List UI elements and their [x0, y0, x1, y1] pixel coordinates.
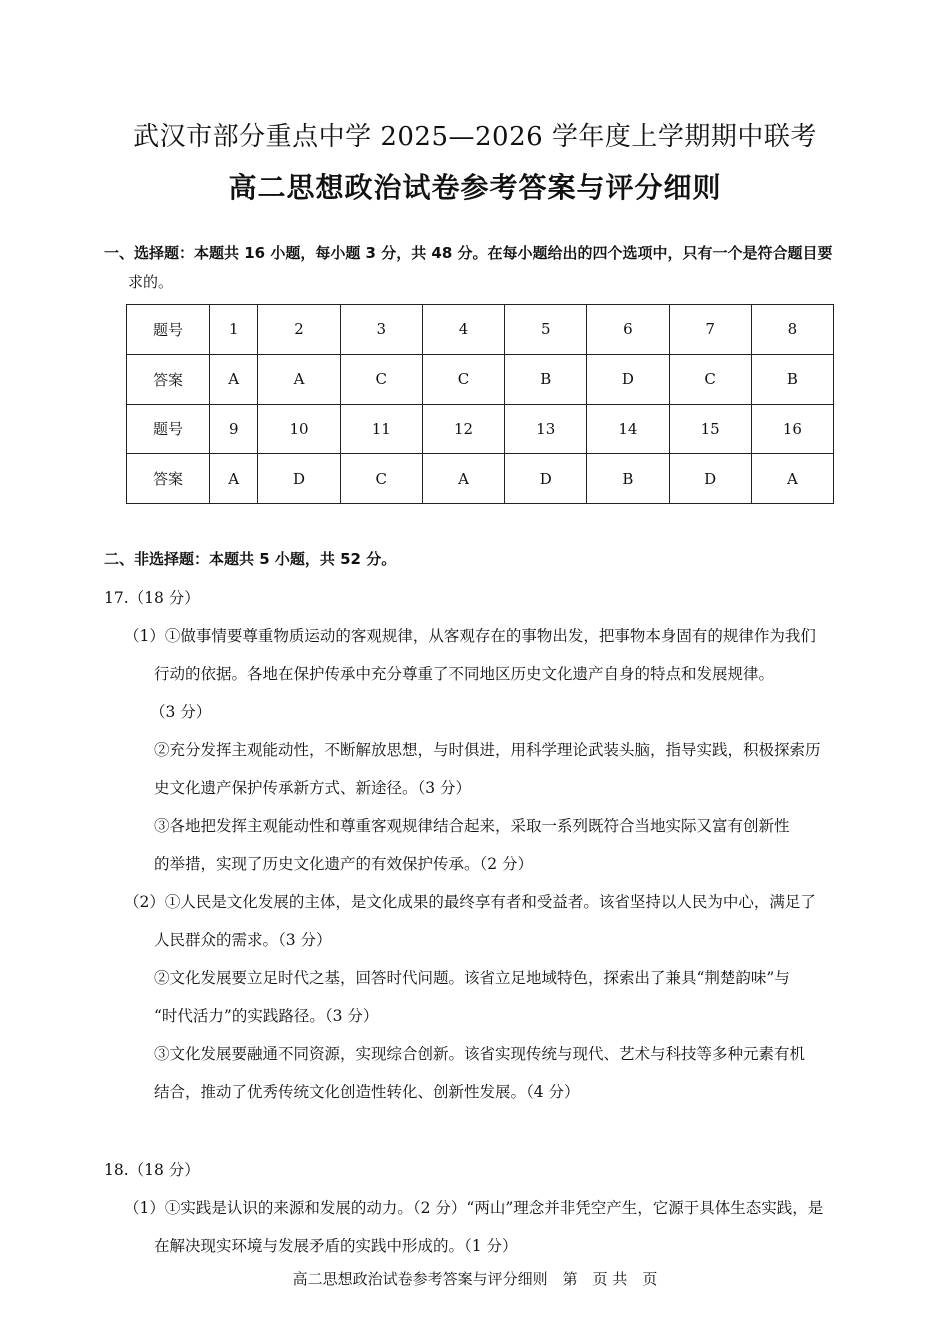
row-label: 答案 — [127, 354, 210, 404]
q18-line: 在解决现实环境与发展矛盾的实践中形成的。（1 分） — [154, 1237, 518, 1255]
table-cell: D — [505, 454, 587, 504]
document-title: 高二思想政治试卷参考答案与评分细则 — [228, 171, 722, 204]
table-cell: A — [258, 354, 340, 404]
table-cell: 1 — [210, 305, 258, 355]
section1-heading-cont: 求的。 — [128, 273, 174, 291]
table-cell: C — [340, 354, 422, 404]
q17-line: 人民群众的需求。（3 分） — [154, 931, 332, 949]
table-cell: 15 — [669, 404, 751, 454]
table-cell: 10 — [258, 404, 340, 454]
table-cell: 5 — [505, 305, 587, 355]
question-18-title: 18.（18 分） — [104, 1161, 200, 1179]
table-cell: 14 — [587, 404, 669, 454]
table-row — [127, 404, 834, 454]
answer-table — [126, 304, 834, 504]
q17-line: 行动的依据。各地在保护传承中充分尊重了不同地区历史文化遗产自身的特点和发展规律。 — [154, 665, 775, 683]
table-row — [127, 354, 834, 404]
page-footer: 高二思想政治试卷参考答案与评分细则 第 页 共 页 — [292, 1270, 658, 1288]
table-cell: 4 — [422, 305, 504, 355]
q17-line: ③各地把发挥主观能动性和尊重客观规律结合起来，采取一系列既符合当地实际又富有创新性 — [154, 817, 790, 835]
table-row — [127, 305, 834, 355]
table-cell: A — [422, 454, 504, 504]
q17-line: （1）①做事情要尊重物质运动的客观规律，从客观存在的事物出发，把事物本身固有的规律作为我们 — [124, 627, 816, 645]
table-cell: A — [210, 354, 258, 404]
table-cell: B — [751, 354, 833, 404]
table-cell: 7 — [669, 305, 751, 355]
table-cell: C — [340, 454, 422, 504]
exam-title: 武汉市部分重点中学 2025—2026 学年度上学期期中联考 — [133, 122, 817, 152]
q17-line: （2）①人民是文化发展的主体，是文化成果的最终享有者和受益者。该省坚持以人民为中心，满足了 — [124, 893, 816, 911]
table-cell: B — [505, 354, 587, 404]
q17-line: 的举措，实现了历史文化遗产的有效保护传承。（2 分） — [154, 855, 534, 873]
row-label: 答案 — [127, 454, 210, 504]
table-cell: 8 — [751, 305, 833, 355]
section1-heading: 一、选择题：本题共 16 小题，每小题 3 分，共 48 分。在每小题给出的四个选项中，只有一个是符合题目要 — [104, 244, 833, 262]
table-cell: C — [669, 354, 751, 404]
q17-line: “时代活力”的实践路径。（3 分） — [154, 1007, 379, 1025]
table-cell: 13 — [505, 404, 587, 454]
table-cell: C — [422, 354, 504, 404]
table-cell: A — [210, 454, 258, 504]
section2-heading: 二、非选择题：本题共 5 小题，共 52 分。 — [104, 550, 397, 568]
table-cell: A — [751, 454, 833, 504]
q17-line: 结合，推动了优秀传统文化创造性转化、创新性发展。（4 分） — [154, 1083, 580, 1101]
q17-line: 史文化遗产保护传承新方式、新途径。（3 分） — [154, 779, 472, 797]
question-17-title: 17.（18 分） — [104, 589, 200, 607]
table-cell: B — [587, 454, 669, 504]
row-label: 题号 — [127, 404, 210, 454]
table-cell: 2 — [258, 305, 340, 355]
table-row — [127, 454, 834, 504]
table-cell: D — [669, 454, 751, 504]
table-cell: D — [587, 354, 669, 404]
table-cell: 16 — [751, 404, 833, 454]
row-label: 题号 — [127, 305, 210, 355]
table-cell: 6 — [587, 305, 669, 355]
q17-line: ③文化发展要融通不同资源，实现综合创新。该省实现传统与现代、艺术与科技等多种元素有机 — [154, 1045, 806, 1063]
table-cell: D — [258, 454, 340, 504]
q17-line: （3 分） — [150, 703, 212, 721]
q18-line: （1）①实践是认识的来源和发展的动力。（2 分）“两山”理念并非凭空产生，它源于具体生态实践，是 — [124, 1199, 824, 1217]
q17-line: ②充分发挥主观能动性，不断解放思想，与时俱进，用科学理论武装头脑，指导实践，积极探索历 — [154, 741, 821, 759]
table-cell: 3 — [340, 305, 422, 355]
q17-line: ②文化发展要立足时代之基，回答时代问题。该省立足地域特色，探索出了兼具“荆楚韵味”与 — [154, 969, 790, 987]
table-cell: 11 — [340, 404, 422, 454]
table-cell: 9 — [210, 404, 258, 454]
table-cell: 12 — [422, 404, 504, 454]
